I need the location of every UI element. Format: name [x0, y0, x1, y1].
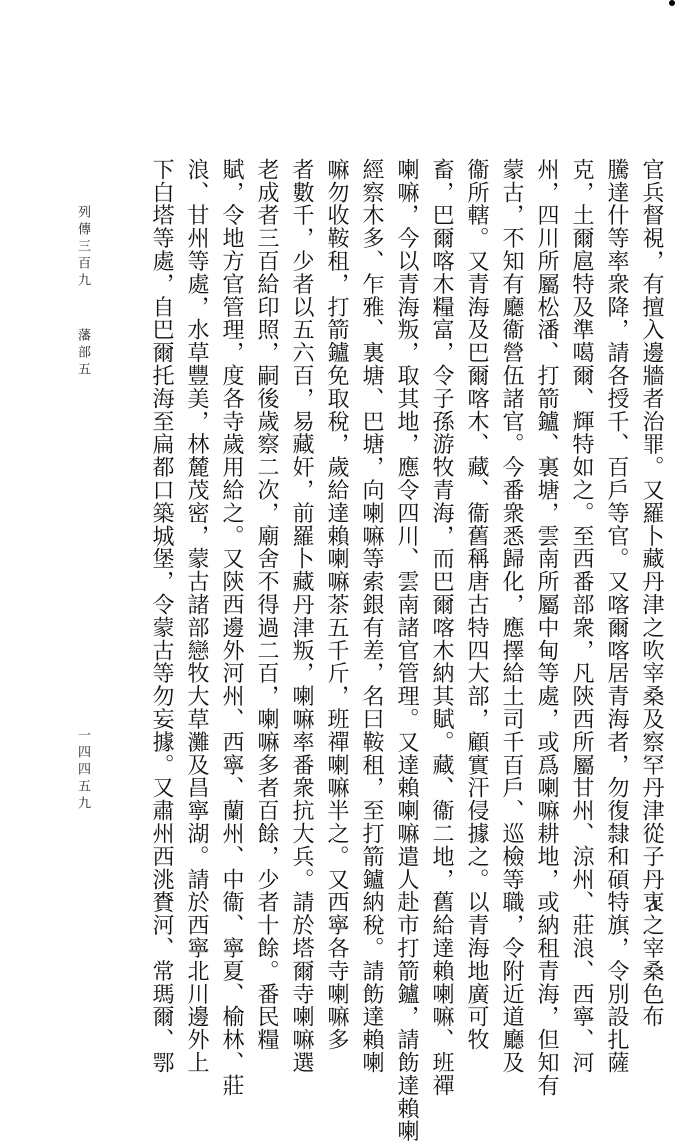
text-column-4: 州，四川所屬松潘、打箭鑪、裏塘，雲南所屬中甸等處，或爲喇嘛耕地，或納租青海，但知有	[534, 158, 559, 1097]
running-header-chapter: 列傳三百九	[75, 205, 90, 290]
page-edge-mark	[669, 0, 675, 6]
text-column-1: 官兵督視，有擅入邊牆者治罪。又羅卜藏丹津之吹宰桑及察罕丹津從子丹衷之宰桑色布	[639, 158, 664, 1029]
text-column-5: 蒙古，不知有廳衞營伍諸官。今番衆悉歸化，應擇給土司千百戶、巡檢等職，令附近道廳及	[499, 158, 524, 1074]
text-column-10: 嘛勿收鞍租，打箭鑪免取稅，歲給達賴喇嘛茶五千斤，班禪喇嘛半之。又西寧各寺喇嘛多	[324, 158, 349, 1052]
text-column-12: 老成者三百給印照，嗣後歲察二次，廟舍不得過二百，喇嘛多者百餘，少者十餘。番民糧	[254, 158, 279, 1052]
running-header-section: 藩部五	[75, 328, 90, 379]
text-column-6: 衞所轄。又青海及巴爾喀木、藏、衞舊稱唐古特四大部，顧實汗侵據之。以青海地廣可牧	[464, 158, 489, 1052]
text-column-3: 克，土爾扈特及準噶爾、輝特如之。至西番部衆，凡陝西所屬甘州、涼州、莊浪、西寧、河	[569, 158, 594, 1074]
page-number: 一四四五九	[75, 728, 90, 813]
text-column-11: 者數千，少者以五六百，易藏奸，前羅卜藏丹津叛，喇嘛率番衆抗大兵。請於塔爾寺喇嘛選	[289, 158, 314, 1074]
text-column-7: 畜，巴爾喀木糧富，令子孫游牧青海，而巴爾喀木納其賦。藏、衞二地，舊給達賴喇嘛、班禪	[429, 158, 454, 1097]
text-column-13: 賦，令地方官管理，度各寺歲用給之。又陝西邊外河州、西寧、蘭州、中衞、寧夏、榆林、莊	[219, 158, 244, 1097]
text-column-9: 經察木多、乍雅、裏塘、巴塘，向喇嘛等索銀有差，名曰鞍租，至打箭鑪納稅。請飭達賴喇	[359, 158, 384, 1074]
text-column-14: 浪、甘州等處，水草豐美，林麓茂密，蒙古諸部戀牧大草灘及昌寧湖。請於西寧北川邊外上	[184, 158, 209, 1074]
text-column-2: 騰達什等率衆降，請各授千、百戶等官。又喀爾喀居青海者，勿復隸和碩特旗，令別設扎薩	[604, 158, 629, 1074]
text-column-15: 下白塔等處，自巴爾托海至扁都口築城堡，令蒙古等勿妄據。又肅州西洮賚河、常瑪爾、鄂	[149, 158, 174, 1074]
text-column-8: 喇嘛，今以青海叛，取其地，應令四川、雲南諸官管理。又達賴喇嘛遣人赴市打箭鑪，請飭達賴喇	[394, 158, 419, 1143]
